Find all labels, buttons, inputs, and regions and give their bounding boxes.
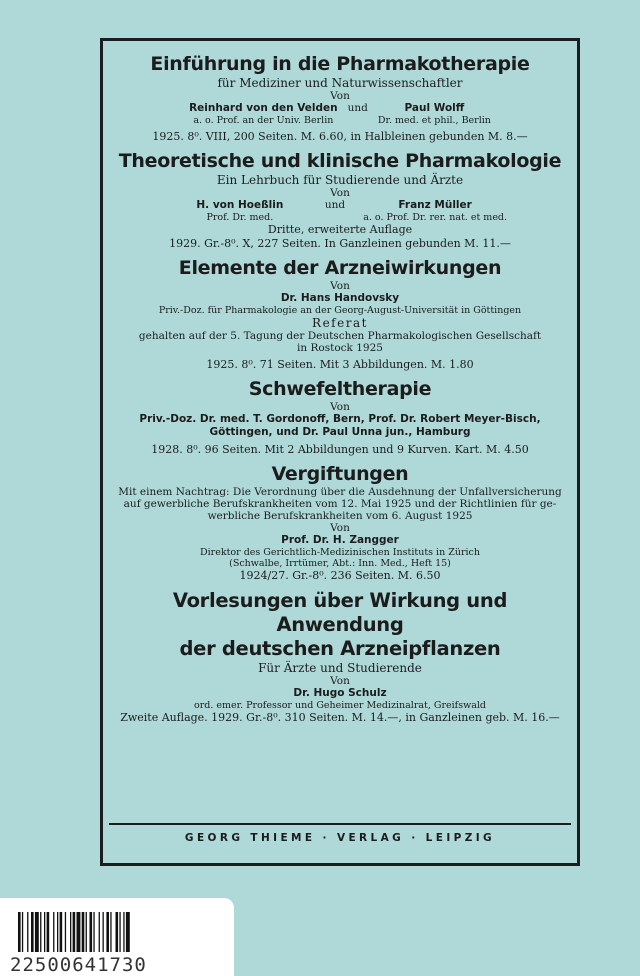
advertisement-frame: [100, 38, 580, 866]
author-name: Reinhard von den Velden: [189, 102, 338, 114]
book-entry-arzneiwirkungen: [109, 257, 571, 372]
publication-info: 1925. 8⁰. 71 Seiten. Mit 3 Abbildungen. M. 1.80: [206, 358, 474, 371]
author-right: [378, 102, 491, 126]
von-label: Von: [330, 187, 350, 199]
book-subtitle: für Mediziner und Naturwissenschaftler: [217, 76, 463, 90]
publication-info: 1929. Gr.-8⁰. X, 227 Seiten. In Ganzleinen gebunden M. 11.—: [169, 237, 511, 250]
publisher-footer: GEORG THIEME · VERLAG · LEIPZIG: [184, 832, 496, 844]
publication-info: 1928. 8⁰. 96 Seiten. Mit 2 Abbildungen und 9 Kurven. Kart. M. 4.50: [151, 443, 529, 456]
book-entry-pharmakologie: [109, 150, 571, 251]
author-affiliation: a. o. Prof. Dr. rer. nat. et med.: [363, 212, 508, 223]
publication-info: 1925. 8⁰. VIII, 200 Seiten. M. 6.60, in Halbleinen gebunden M. 8.—: [152, 130, 528, 143]
authors-row: [109, 199, 571, 223]
book-subtitle: Ein Lehrbuch für Studierende und Ärzte: [216, 173, 464, 187]
book-title: Vorlesungen über Wirkung und Anwendung: [172, 589, 508, 636]
author-names: Göttingen, und Dr. Paul Unna jun., Hamburg: [209, 426, 471, 438]
von-label: Von: [330, 90, 350, 102]
referat-note: gehalten auf der 5. Tagung der Deutschen Pharmakologischen Gesellschaft: [138, 330, 542, 342]
author-left: [165, 199, 315, 223]
author-left: [189, 102, 338, 126]
edition-label: Dritte, erweiterte Auflage: [267, 223, 413, 236]
barcode-icon: [18, 912, 224, 952]
book-title-line2: der deutschen Arzneipflanzen: [179, 637, 501, 660]
author-affiliation: ord. emer. Professor und Geheimer Medizinalrat, Greifswald: [193, 700, 486, 711]
referat-note: in Rostock 1925: [297, 342, 383, 354]
book-entry-vergiftungen: [109, 463, 571, 583]
book-description: Mit einem Nachtrag: Die Verordnung über die Ausdehnung der Unfallversicherung: [118, 486, 562, 498]
author-affiliation: a. o. Prof. an der Univ. Berlin: [193, 115, 334, 126]
series-info: (Schwalbe, Irrtümer, Abt.: Inn. Med., Heft 15): [229, 558, 451, 569]
book-title: Elemente der Arzneiwirkungen: [178, 257, 502, 279]
author-right: [355, 199, 515, 223]
book-description: werbliche Berufskrankheiten vom 6. August 1925: [207, 510, 473, 522]
and-label: und: [347, 102, 368, 114]
and-label: und: [324, 199, 346, 211]
author-name: Franz Müller: [398, 199, 472, 211]
book-list: [109, 53, 571, 863]
footer-divider: [109, 823, 571, 825]
referat-label: Referat: [312, 316, 368, 330]
publication-info: Zweite Auflage. 1929. Gr.-8⁰. 310 Seiten. M. 14.—, in Ganzleinen geb. M. 16.—: [120, 711, 560, 724]
authors-row: [109, 102, 571, 126]
author-affiliation: Prof. Dr. med.: [206, 212, 274, 223]
author-affiliation: Dr. med. et phil., Berlin: [377, 115, 491, 126]
book-entry-schwefeltherapie: [109, 378, 571, 457]
author-name: Prof. Dr. H. Zangger: [281, 534, 399, 546]
publication-info: 1924/27. Gr.-8⁰. 236 Seiten. M. 6.50: [239, 569, 441, 582]
book-title: Einführung in die Pharmakotherapie: [150, 53, 530, 75]
book-title: Theoretische und klinische Pharmakologie: [118, 150, 562, 172]
von-label: Von: [330, 522, 350, 534]
book-title: Schwefeltherapie: [248, 378, 432, 400]
author-name: H. von Hoeßlin: [196, 199, 284, 211]
author-name: Paul Wolff: [404, 102, 465, 114]
book-description: auf gewerbliche Berufskrankheiten vom 12. Mai 1925 und der Richtlinien für ge-: [123, 498, 557, 510]
von-label: Von: [330, 401, 350, 413]
book-title: Vergiftungen: [271, 463, 409, 485]
author-name: Dr. Hans Handovsky: [280, 292, 400, 304]
book-subtitle: Für Ärzte und Studierende: [258, 661, 422, 675]
von-label: Von: [330, 675, 350, 687]
barcode-number: 22500641730: [10, 954, 147, 976]
author-affiliation: Priv.-Doz. für Pharmakologie an der Georg-August-Universität in Göttingen: [158, 305, 522, 316]
library-barcode-label: [0, 898, 234, 976]
author-name: Dr. Hugo Schulz: [293, 687, 387, 699]
author-names: Priv.-Doz. Dr. med. T. Gordonoff, Bern, Prof. Dr. Robert Meyer-Bisch,: [139, 413, 541, 425]
von-label: Von: [330, 280, 350, 292]
book-entry-pharmakotherapie: [109, 53, 571, 144]
author-affiliation: Direktor des Gerichtlich-Medizinischen Instituts in Zürich: [200, 547, 480, 558]
book-entry-arzneipflanzen: [109, 589, 571, 725]
